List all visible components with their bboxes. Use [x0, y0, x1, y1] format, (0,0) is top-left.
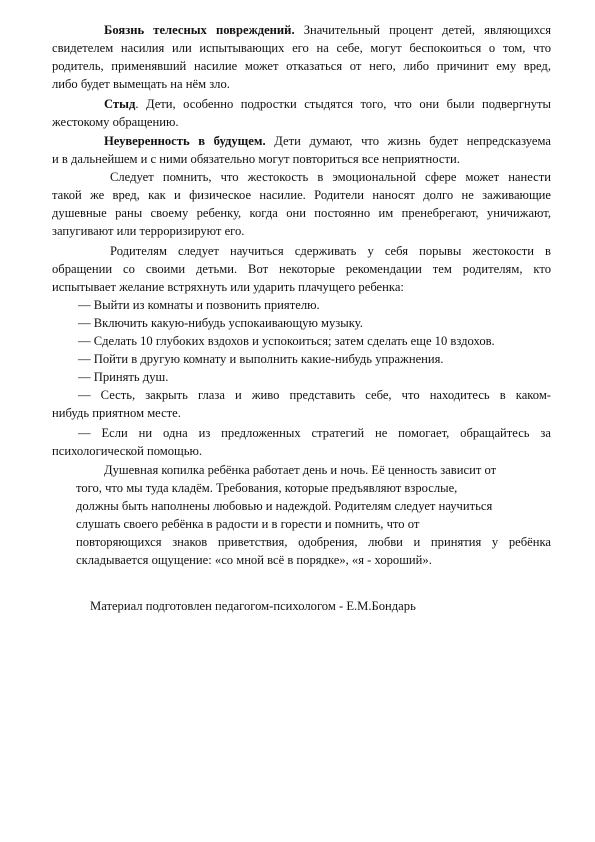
paragraph-uncertainty-line-1: Неуверенность в будущем. Дети думают, что жизнь будет непредсказуема — [104, 134, 551, 148]
paragraph-emotional-bank-line-2: того, что мы туда кладём. Требования, которые предъявляют взрослые, — [76, 481, 458, 495]
paragraph-fear-of-injury-line-3: родитель, применявший насилие может отказаться от него, либо причинит ему вред, — [52, 59, 551, 73]
paragraph-emotional-bank-line-6: складывается ощущение: «со мной всё в порядке», «я - хороший». — [76, 553, 432, 567]
paragraph-recommendations-line-2: обращении со своими детьми. Вот некоторые рекомендации тем родителям, кто — [52, 262, 551, 276]
paragraph-emotional-bank-line-4: слушать своего ребёнка в радости и в горести и помнить, что от — [76, 517, 420, 531]
paragraph-emotional-cruelty-line-3: душевные раны своему ребенку, когда они постоянно им пренебрегают, уничижают, — [52, 206, 551, 220]
paragraph-fear-of-injury-line-1: Боязнь телесных повреждений. Значительный процент детей, являющихся — [104, 23, 551, 37]
paragraph-emotional-bank-line-3: должны быть наполнены любовью и надеждой. Родителям следует научиться — [76, 499, 493, 513]
paragraph-recommendations-line-3: испытывает желание встряхнуть или ударить плачущего ребенка: — [52, 280, 404, 294]
heading-fear-of-injury: Боязнь телесных повреждений. — [104, 23, 295, 37]
list-item-breathing: — Сделать 10 глубоких вздохов и успокоиться; затем сделать еще 10 вздохов. — [78, 334, 495, 348]
list-item-visualize-line-2: нибудь приятном месте. — [52, 406, 181, 420]
paragraph-shame-line-2: жестокому обращению. — [52, 115, 179, 129]
list-item-visualize-line-1: — Сесть, закрыть глаза и живо представить себе, что находитесь в каком- — [78, 388, 551, 402]
list-item-seek-help-line-2: психологической помощью. — [52, 444, 203, 458]
paragraph-emotional-bank-line-1: Душевная копилка ребёнка работает день и ночь. Её ценность зависит от — [104, 463, 497, 477]
paragraph-recommendations-line-1: Родителям следует научиться сдерживать у себя порывы жестокости в — [110, 244, 551, 258]
heading-shame: Стыд — [104, 97, 136, 111]
paragraph-fear-of-injury-line-4: либо будет вымещать на нём зло. — [52, 77, 230, 91]
list-item-seek-help-line-1: — Если ни одна из предложенных стратегий не помогает, обращайтесь за — [78, 426, 551, 440]
list-item-shower: — Принять душ. — [78, 370, 169, 384]
author-credit: Материал подготовлен педагогом-психологом - Е.М.Бондарь — [90, 599, 416, 613]
paragraph-emotional-cruelty-line-1: Следует помнить, что жестокость в эмоциональной сфере может нанести — [110, 170, 551, 184]
paragraph-fear-of-injury-line-2: свидетелем насилия или испытывающих его на себе, могут беспокоиться о том, что — [52, 41, 551, 55]
list-item-music: — Включить какую-нибудь успокаивающую музыку. — [78, 316, 363, 330]
heading-uncertainty: Неуверенность в будущем. — [104, 134, 266, 148]
paragraph-emotional-cruelty-line-2: такой же вред, как и физическое насилие. Родители наносят долго не заживающие — [52, 188, 551, 202]
paragraph-shame-line-1: Стыд. Дети, особенно подростки стыдятся того, что они были подвергнуты — [104, 97, 551, 111]
paragraph-emotional-cruelty-line-4: запугивают или терроризируют его. — [52, 224, 245, 238]
list-item-leave-room: — Выйти из комнаты и позвонить приятелю. — [78, 298, 320, 312]
list-item-exercise: — Пойти в другую комнату и выполнить какие-нибудь упражнения. — [78, 352, 444, 366]
paragraph-emotional-bank-line-5: повторяющихся знаков приветствия, одобрения, любви и принятия у ребёнка — [76, 535, 551, 549]
paragraph-uncertainty-line-2: и в дальнейшем и с ними обязательно могут повториться все неприятности. — [52, 152, 460, 166]
